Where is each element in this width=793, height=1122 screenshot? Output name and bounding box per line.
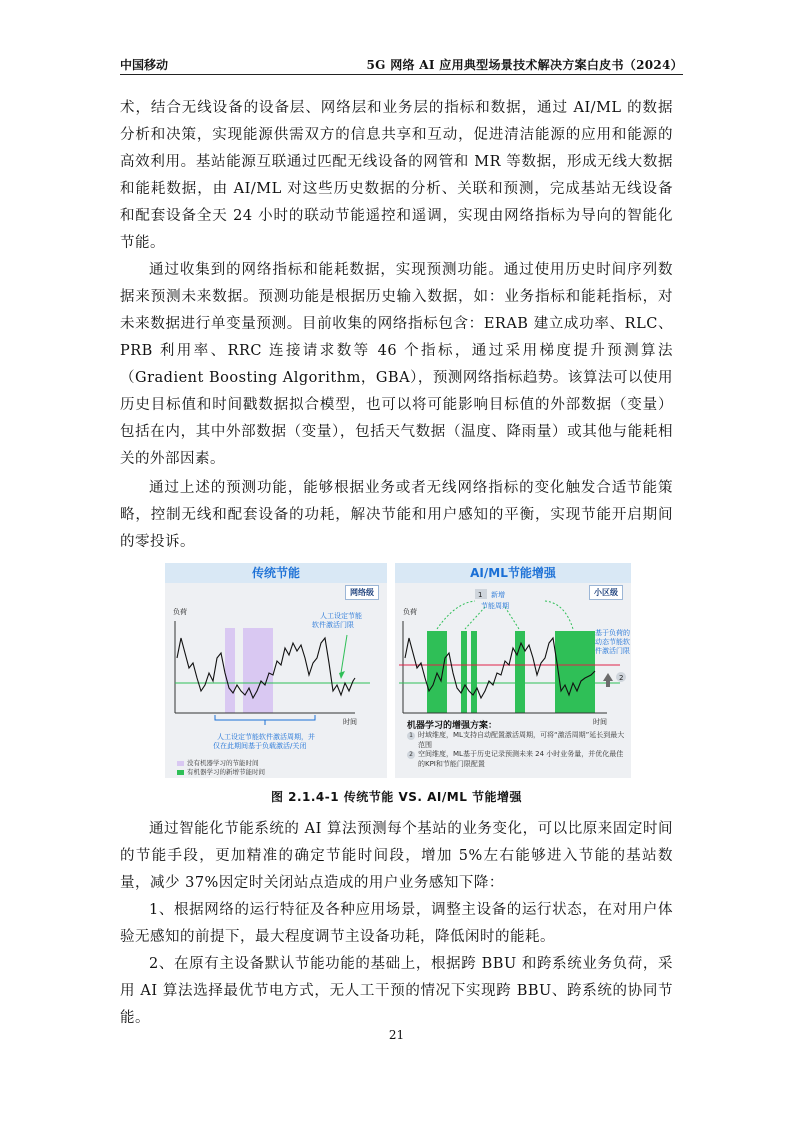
paragraph-5: 1、根据网络的运行特征及各种应用场景，调整主设备的运行状态，在对用户体验无感知的前提下，最大程度调节主设备功耗，降低闲时的能耗。 [120, 902, 673, 945]
new-period-note-a: 新增 [491, 591, 505, 599]
dynamic-threshold-note: 基于负荷的 [595, 629, 630, 637]
y-label-traditional: 负荷 [173, 608, 187, 616]
panel-traditional [165, 563, 387, 778]
badge-1: 1 [478, 591, 483, 599]
page-header [120, 52, 683, 75]
period-note: 人工设定节能软件激活周期，并 [217, 733, 315, 741]
x-label-traditional: 时间 [343, 718, 357, 726]
x-label-ai-ml: 时间 [593, 718, 607, 726]
legend-item-no-ml: 没有机器学习的节能时间 [177, 758, 265, 767]
header-doc-title: 5G 网络 AI 应用典型场景技术解决方案白皮书（2024） [366, 58, 683, 72]
figure-energy-saving [165, 563, 631, 778]
svg-text:仅在此期间基于负载激活/关闭: 仅在此期间基于负载激活/关闭 [213, 742, 307, 750]
paragraph-2: 通过收集到的网络指标和能耗数据，实现预测功能。通过使用历史时间序列数据来预测未来数据。预测功能是根据历史输入数据，如：业务指标和能耗指标，对未来数据进行单变量预测。目前收集的网络指标包含：ERAB 建立成功率、RLC、PRB 利用率、RRC 连接请求数等 46 个指标，通过采用梯度提升预测算法（Gradient Boosting Algorithm，GBA），预测网络指标趋势。该算法可以使用历史目标值和时间戳数据拟合模型，也可以将可能影响目标值的外部数据（变量） 包括在内，其中外部数据（变量），包括天气数据（温度、降雨量）或其他与能耗相关的外部因素。 [120, 262, 673, 467]
figure-caption: 图 2.1.4-1 传统节能 VS. AI/ML 节能增强 [270, 790, 523, 804]
new-period-note-b: 节能周期 [481, 602, 509, 610]
ml-item-temporal: 1 时域维度，ML支持自动配置激活周期，可将“激活周期”延长到最大范围 [407, 731, 627, 750]
header-org: 中国移动 [120, 58, 169, 72]
ml-item-spatial: 2 空间维度，ML基于历史记录预测未来 24 小时业务量，并优化最佳的KPI和节能门限配置 [407, 750, 627, 769]
badge-2: 2 [619, 674, 624, 682]
svg-text:件激活门限: 件激活门限 [595, 647, 630, 655]
ml-enhancement-title: 机器学习的增强方案： [407, 721, 498, 731]
svg-text:动态节能软: 动态节能软 [595, 638, 630, 646]
chart-traditional [165, 563, 387, 778]
paragraph-1: 术，结合无线设备的设备层、网络层和业务层的指标和数据，通过 AI/ML 的数据分析和决策，实现能源供需双方的信息共享和互动，促进清洁能源的应用和能源的高效利用。基站能源互联通过匹配无线设备的网管和 MR 等数据，形成无线大数据和能耗数据，由 AI/ML 对这些历史数据的分析、关联和预测，完成基站无线设备和配套设备全天 24 小时的联动节能遥控和遥调，实现由网络指标为导向的智能化节能。 [120, 100, 673, 251]
threshold-note: 人工设定节能 [320, 612, 362, 620]
legend [177, 758, 265, 776]
paragraph-4: 通过智能化节能系统的 AI 算法预测每个基站的业务变化，可以比原来固定时间的节能手段，更加精准的确定节能时间段，增加 5%左右能够进入节能的基站数量，减少 37%因定时关闭站点造成的用户业务感知下降： [120, 821, 673, 891]
legend-item-ml: 有机器学习的新增节能时间 [177, 767, 265, 776]
panel-title-traditional: 传统节能 [165, 563, 387, 583]
tag-network-level: 网络级 [345, 585, 379, 600]
panel-title-ai-ml: AI/ML节能增强 [395, 563, 631, 583]
svg-text:软件激活门限: 软件激活门限 [312, 621, 354, 629]
page-number: 21 [388, 1028, 405, 1042]
panel-ai-ml [395, 563, 631, 778]
tag-cell-level: 小区级 [589, 585, 623, 600]
paragraph-3: 通过上述的预测功能，能够根据业务或者无线网络指标的变化触发合适节能策略，控制无线和配套设备的功耗，解决节能和用户感知的平衡，实现节能开启期间的零投诉。 [120, 480, 673, 550]
ml-enhancement-box [407, 718, 627, 769]
paragraph-6: 2、在原有主设备默认节能功能的基础上，根据跨 BBU 和跨系统业务负荷，采用 AI 算法选择最优节电方式，无人工干预的情况下实现跨 BBU、跨系统的协同节能。 [120, 956, 673, 1026]
y-label-ai-ml: 负荷 [403, 608, 417, 616]
